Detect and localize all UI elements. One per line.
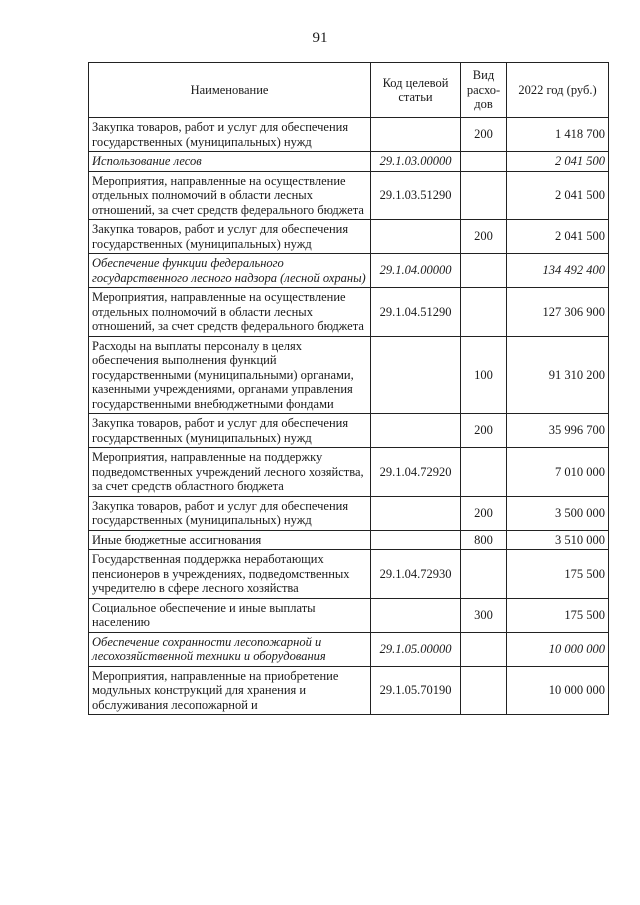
row-vid: 100: [461, 336, 507, 414]
table-row: [89, 171, 609, 220]
row-amount: 2 041 500: [507, 152, 609, 172]
row-name: Закупка товаров, работ и услуг для обеспечения государственных (муниципальных) нужд: [89, 496, 371, 530]
table-row: [89, 220, 609, 254]
row-vid: [461, 288, 507, 337]
row-amount: 127 306 900: [507, 288, 609, 337]
row-vid: 200: [461, 414, 507, 448]
table-row: [89, 632, 609, 666]
row-name: Иные бюджетные ассигнования: [89, 530, 371, 550]
row-code: [371, 220, 461, 254]
header-code: Код целевой статьи: [371, 63, 461, 118]
table-row: [89, 152, 609, 172]
header-vid: Вид расхо-дов: [461, 63, 507, 118]
budget-table: [88, 62, 609, 715]
row-code: 29.1.05.70190: [371, 666, 461, 715]
row-name: Обеспечение функции федерального государственного лесного надзора (лесной охраны): [89, 254, 371, 288]
row-name: Закупка товаров, работ и услуг для обеспечения государственных (муниципальных) нужд: [89, 118, 371, 152]
row-code: 29.1.03.51290: [371, 171, 461, 220]
row-amount: 175 500: [507, 598, 609, 632]
row-vid: 800: [461, 530, 507, 550]
row-name: Государственная поддержка неработающих пенсионеров в учреждениях, подведомственных учредителю в сфере лесного хозяйства: [89, 550, 371, 599]
row-amount: 175 500: [507, 550, 609, 599]
row-code: 29.1.04.72920: [371, 448, 461, 497]
row-name: Обеспечение сохранности лесопожарной и лесохозяйственной техники и оборудования: [89, 632, 371, 666]
row-vid: 300: [461, 598, 507, 632]
row-vid: 200: [461, 496, 507, 530]
row-code: [371, 414, 461, 448]
row-name: Расходы на выплаты персоналу в целях обеспечения выполнения функций государственными (муниципальными) органами, казенными учреждениями, органами управления государственными внебюджетными фондами: [89, 336, 371, 414]
row-vid: [461, 254, 507, 288]
row-code: 29.1.04.00000: [371, 254, 461, 288]
row-vid: [461, 152, 507, 172]
row-name: Мероприятия, направленные на поддержку подведомственных учреждений лесного хозяйства, за счет средств областного бюджета: [89, 448, 371, 497]
table-row: [89, 336, 609, 414]
row-vid: [461, 666, 507, 715]
table-row: [89, 448, 609, 497]
table-row: [89, 254, 609, 288]
row-code: 29.1.03.00000: [371, 152, 461, 172]
row-amount: 7 010 000: [507, 448, 609, 497]
row-vid: [461, 171, 507, 220]
row-amount: 91 310 200: [507, 336, 609, 414]
row-name: Социальное обеспечение и иные выплаты населению: [89, 598, 371, 632]
table-row: [89, 288, 609, 337]
row-code: 29.1.04.72930: [371, 550, 461, 599]
row-code: 29.1.04.51290: [371, 288, 461, 337]
row-amount: 35 996 700: [507, 414, 609, 448]
table-row: [89, 666, 609, 715]
table-row: [89, 598, 609, 632]
row-code: [371, 530, 461, 550]
row-amount: 134 492 400: [507, 254, 609, 288]
row-vid: [461, 632, 507, 666]
row-code: [371, 336, 461, 414]
table-row: [89, 118, 609, 152]
row-code: [371, 496, 461, 530]
row-code: 29.1.05.00000: [371, 632, 461, 666]
row-code: [371, 118, 461, 152]
row-code: [371, 598, 461, 632]
row-amount: 2 041 500: [507, 220, 609, 254]
row-name: Закупка товаров, работ и услуг для обеспечения государственных (муниципальных) нужд: [89, 220, 371, 254]
row-amount: 1 418 700: [507, 118, 609, 152]
row-amount: 10 000 000: [507, 632, 609, 666]
row-amount: 10 000 000: [507, 666, 609, 715]
row-amount: 3 500 000: [507, 496, 609, 530]
header-name: Наименование: [89, 63, 371, 118]
row-name: Закупка товаров, работ и услуг для обеспечения государственных (муниципальных) нужд: [89, 414, 371, 448]
row-name: Мероприятия, направленные на осуществление отдельных полномочий в области лесных отношений, за счет средств федерального бюджета: [89, 171, 371, 220]
row-amount: 3 510 000: [507, 530, 609, 550]
page-number: 91: [312, 30, 328, 46]
row-vid: [461, 550, 507, 599]
row-name: Мероприятия, направленные на приобретение модульных конструкций для хранения и обслуживания лесопожарной и: [89, 666, 371, 715]
row-name: Использование лесов: [89, 152, 371, 172]
table-row: [89, 550, 609, 599]
row-vid: 200: [461, 220, 507, 254]
row-vid: 200: [461, 118, 507, 152]
row-name: Мероприятия, направленные на осуществление отдельных полномочий в области лесных отношений, за счет средств федерального бюджета: [89, 288, 371, 337]
table-row: [89, 414, 609, 448]
table-row: [89, 496, 609, 530]
table-header-row: [89, 63, 609, 118]
header-amount: 2022 год (руб.): [507, 63, 609, 118]
table-row: [89, 530, 609, 550]
row-vid: [461, 448, 507, 497]
row-amount: 2 041 500: [507, 171, 609, 220]
